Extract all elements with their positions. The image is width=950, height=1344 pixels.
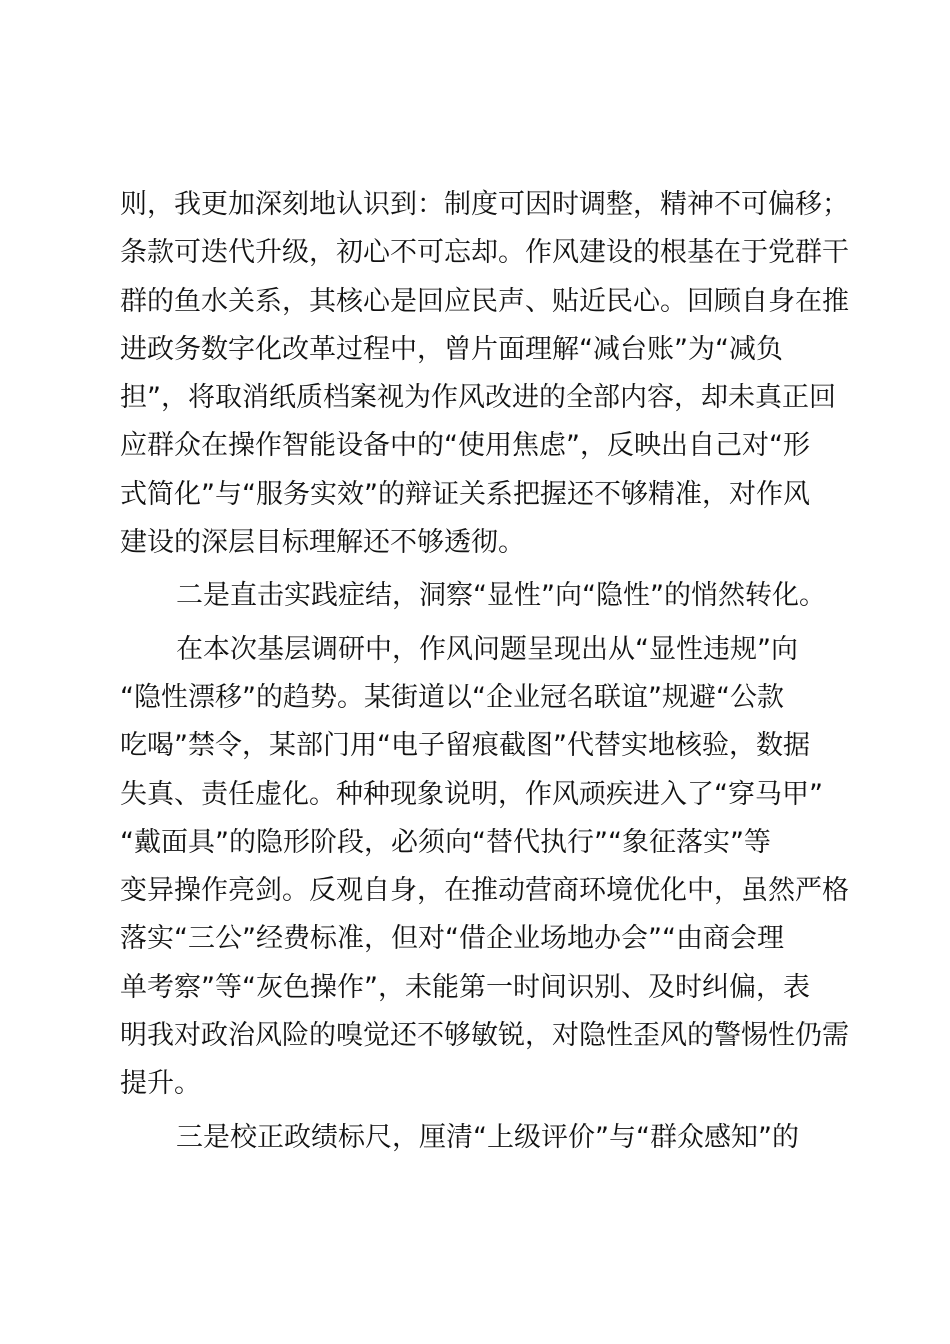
text-line: 落实“三公”经费标准，但对“借企业场地办会”“由商会理 — [120, 923, 784, 955]
section-heading-two: 二是直击实践症结，洞察“显性”向“隐性”的悄然转化。 — [176, 580, 826, 612]
text-line: 建设的深层目标理解还不够透彻。 — [120, 527, 525, 559]
text-line: 条款可迭代升级，初心不可忘却。作风建设的根基在于党群干 — [120, 237, 849, 269]
text-line: “戴面具”的隐形阶段，必须向“替代执行”“象征落实”等 — [120, 826, 771, 858]
text-line: 变异操作亮剑。反观自身，在推动营商环境优化中，虽然严格 — [120, 875, 849, 907]
text-line: 明我对政治风险的嗅觉还不够敏锐，对隐性歪风的警惕性仍需 — [120, 1020, 849, 1052]
text-line: 吃喝”禁令，某部门用“电子留痕截图”代替实地核验，数据 — [120, 730, 810, 762]
text-line: 单考察”等“灰色操作”，未能第一时间识别、及时纠偏，表 — [120, 971, 810, 1003]
section-heading-three: 三是校正政绩标尺，厘清“上级评价”与“群众感知”的 — [176, 1121, 799, 1153]
text-line: “隐性漂移”的趋势。某街道以“企业冠名联谊”规避“公款 — [120, 681, 784, 713]
text-line: 担”，将取消纸质档案视为作风改进的全部内容，却未真正回 — [120, 382, 836, 414]
text-line: 应群众在操作智能设备中的“使用焦虑”，反映出自己对“形 — [120, 430, 810, 462]
text-line: 则，我更加深刻地认识到：制度可因时调整，精神不可偏移； — [120, 189, 849, 220]
text-line: 群的鱼水关系，其核心是回应民声、贴近民心。回顾自身在推 — [120, 285, 849, 317]
text-line: 失真、责任虚化。种种现象说明，作风顽疾进入了“穿马甲” — [120, 778, 823, 810]
text-line: 在本次基层调研中，作风问题呈现出从“显性违规”向 — [176, 633, 798, 665]
body-text — [120, 181, 849, 1162]
text-line: 提升。 — [120, 1068, 201, 1100]
text-line: 式简化”与“服务实效”的辩证关系把握还不够精准，对作风 — [120, 478, 810, 510]
paragraph-hidden-style-problems — [120, 626, 849, 1109]
paragraph-reflection-on-style — [120, 181, 849, 567]
text-line: 进政务数字化改革过程中，曾片面理解“减台账”为“减负 — [120, 333, 783, 365]
